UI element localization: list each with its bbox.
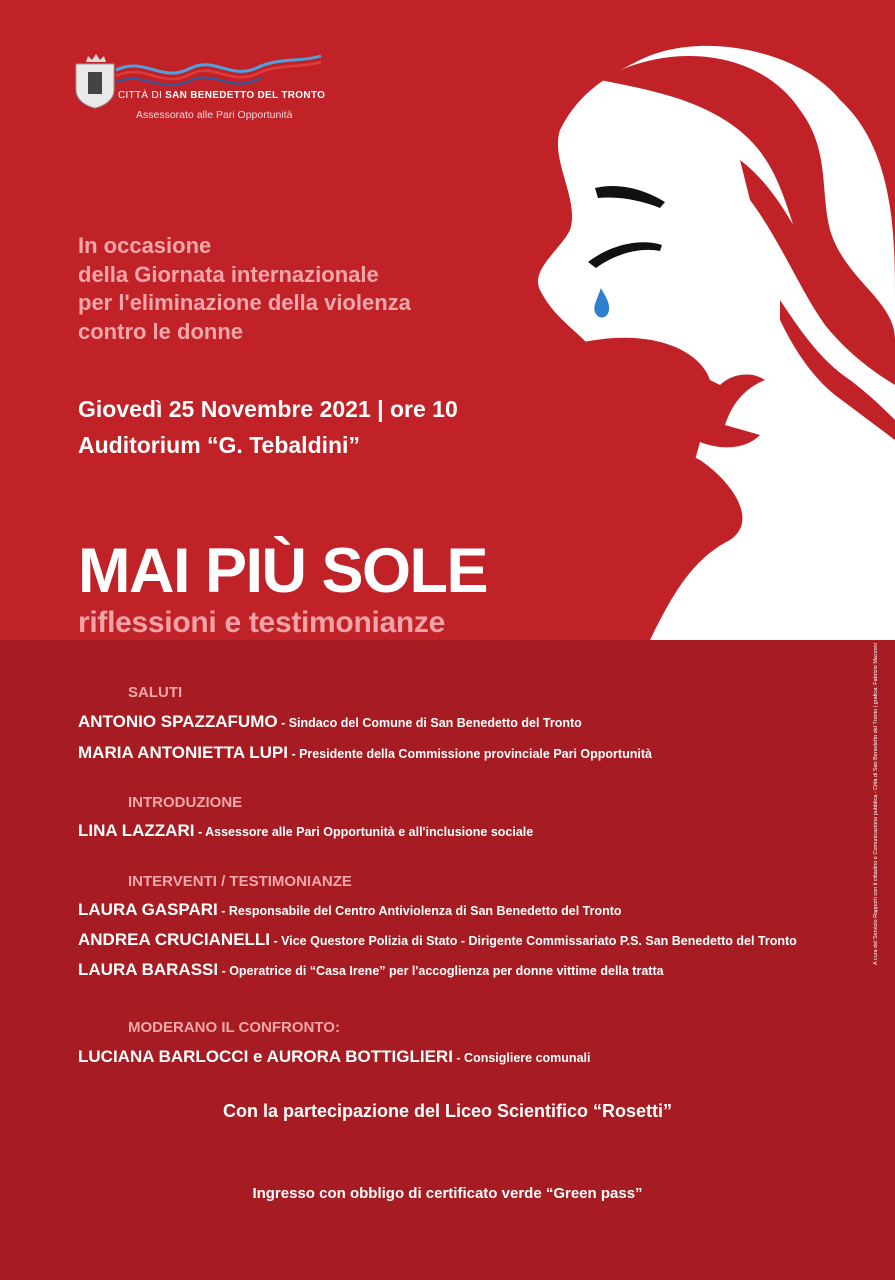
event-title: MAI PIÙ SOLE bbox=[78, 536, 488, 606]
intro-line: contro le donne bbox=[78, 318, 243, 344]
event-datetime: Giovedì 25 Novembre 2021 | ore 10 bbox=[78, 396, 458, 422]
crown-icon bbox=[86, 54, 106, 62]
speaker-line bbox=[78, 821, 533, 841]
speaker-role: - Vice Questore Polizia di Stato - Dirigente Commissariato P.S. San Benedetto del Tronto bbox=[270, 934, 797, 948]
intro-line: per l'eliminazione della violenza bbox=[78, 290, 411, 315]
entry-note: Ingresso con obbligo di certificato verde “Green pass” bbox=[252, 1185, 643, 1202]
section-introduzione: INTRODUZIONE bbox=[128, 794, 243, 811]
speaker-line bbox=[78, 743, 652, 763]
speaker-role: - Presidente della Commissione provinciale Pari Opportunità bbox=[287, 747, 652, 761]
speaker-line bbox=[78, 900, 622, 920]
city-name-bold: SAN BENEDETTO DEL TRONTO bbox=[165, 90, 326, 101]
saint-figure-icon bbox=[88, 72, 102, 94]
speaker-name: LUCIANA BARLOCCI e AURORA BOTTIGLIERI bbox=[78, 1047, 453, 1066]
speaker-name: LAURA BARASSI bbox=[78, 960, 219, 979]
wave-icon bbox=[116, 77, 261, 85]
section-interventi: INTERVENTI / TESTIMONIANZE bbox=[128, 873, 352, 890]
speaker-role: - Operatrice di “Casa Irene” per l'accoglienza per donne vittime della tratta bbox=[218, 964, 664, 978]
speaker-name: ANDREA CRUCIANELLI bbox=[78, 930, 271, 949]
department-name: Assessorato alle Pari Opportunità bbox=[136, 109, 293, 121]
weeping-woman-illustration bbox=[500, 40, 895, 640]
speaker-name: LINA LAZZARI bbox=[78, 821, 195, 840]
speaker-name: ANTONIO SPAZZAFUMO bbox=[78, 712, 278, 731]
speaker-role: - Responsabile del Centro Antiviolenza di San Benedetto del Tronto bbox=[217, 904, 622, 918]
event-info bbox=[78, 391, 458, 463]
city-name bbox=[118, 90, 325, 101]
event-venue: Auditorium “G. Tebaldini” bbox=[78, 432, 360, 458]
neck-shadow bbox=[500, 500, 618, 640]
participation-note: Con la partecipazione del Liceo Scientifico “Rosetti” bbox=[222, 1101, 673, 1121]
intro-text bbox=[78, 232, 478, 346]
event-subtitle: riflessioni e testimonianze bbox=[78, 606, 446, 639]
city-prefix: CITTÀ DI bbox=[118, 90, 166, 101]
speaker-role: - Sindaco del Comune di San Benedetto del Tronto bbox=[277, 716, 582, 730]
speaker-name: LAURA GASPARI bbox=[78, 900, 218, 919]
section-moderano: MODERANO IL CONFRONTO: bbox=[128, 1019, 340, 1036]
speaker-role: - Assessore alle Pari Opportunità e all'inclusione sociale bbox=[194, 825, 534, 839]
intro-line: In occasione bbox=[78, 233, 212, 258]
speaker-name: MARIA ANTONIETTA LUPI bbox=[78, 743, 288, 762]
section-saluti: SALUTI bbox=[128, 684, 183, 701]
speaker-role: - Consigliere comunali bbox=[452, 1051, 591, 1065]
wave-icon bbox=[116, 62, 321, 79]
speaker-line bbox=[78, 1047, 590, 1067]
speaker-line bbox=[78, 712, 582, 732]
speaker-line bbox=[78, 960, 664, 980]
intro-line: della Giornata internazionale bbox=[78, 261, 379, 287]
speaker-line bbox=[78, 930, 797, 950]
credits-vertical: A cura del Servizio Rapporti con il cittadino e Comunicazione pubblica - Città di San Benedetto del Tronto | grafica: Fabrizio Mazzoni bbox=[873, 643, 879, 965]
wave-icon bbox=[116, 56, 321, 73]
